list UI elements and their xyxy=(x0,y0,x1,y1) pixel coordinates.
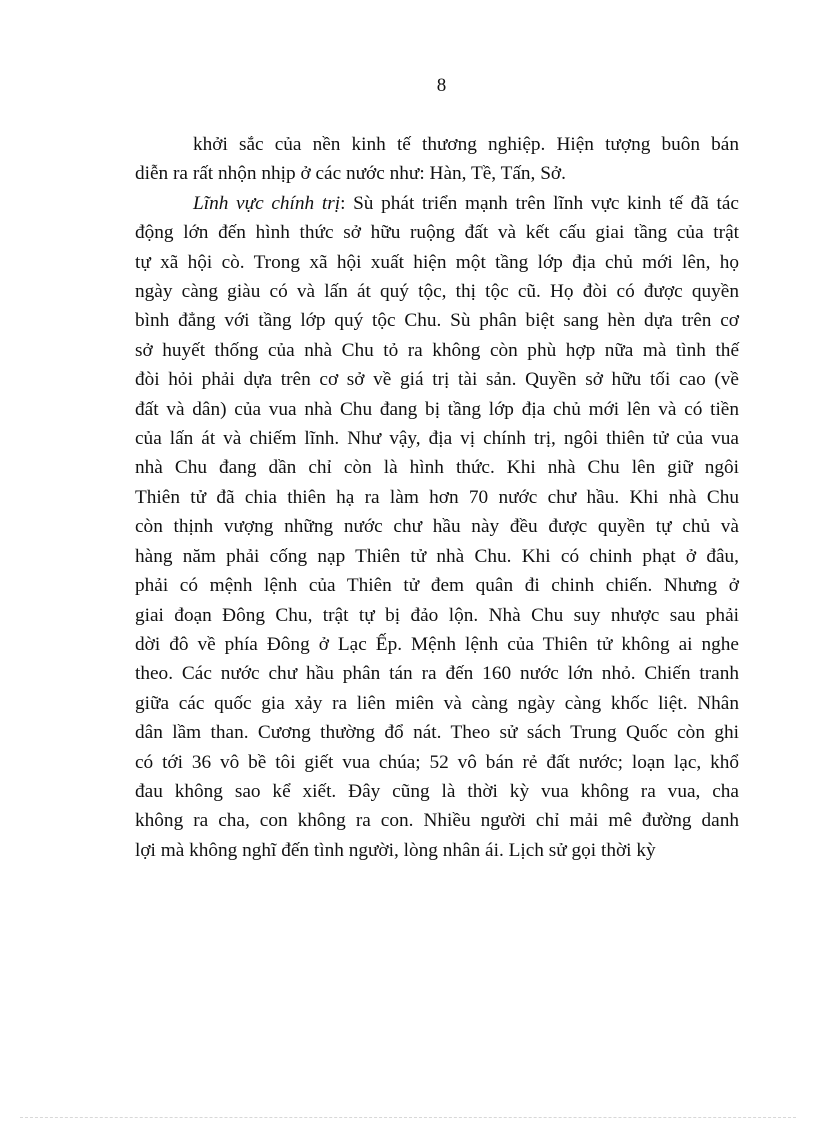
paragraph-2-line-3: tự xã hội cò. Trong xã hội xuất hiện một tầng lớp địa chủ mới lên, họ xyxy=(135,251,739,273)
paragraph-2-line-13: hàng năm phải cống nạp Thiên tử nhà Chu. Khi có chinh phạt ở đâu, xyxy=(135,545,739,567)
paragraph-2-line-18: giữa các quốc gia xảy ra liên miên và càng ngày càng khốc liệt. Nhân xyxy=(135,692,739,714)
paragraph-1-line-1: khởi sắc của nền kinh tế thương nghiệp. Hiện tượng buôn bán xyxy=(193,134,739,155)
paragraph-2-line-12: còn thịnh vượng những nước chư hầu này đều được quyền tự chủ và xyxy=(135,516,739,538)
paragraph-2-line-1 xyxy=(193,189,739,218)
paragraph-2-line-2: động lớn đến hình thức sở hữu ruộng đất và kết cấu giai tầng của trật xyxy=(135,222,739,244)
paragraph-2-line-19: dân lầm than. Cương thường đổ nát. Theo sử sách Trung Quốc còn ghi xyxy=(135,722,739,744)
paragraph-2-line-5: bình đẳng với tầng lớp quý tộc Chu. Sù phân biệt sang hèn dựa trên cơ xyxy=(135,310,739,332)
paragraph-1-line-2: diễn ra rất nhộn nhịp ở các nước như: Hàn, Tề, Tấn, Sở. xyxy=(135,163,566,185)
paragraph-2-line-20: có tới 36 vô bề tôi giết vua chúa; 52 vô bán rẻ đất nước; loạn lạc, khổ xyxy=(135,751,739,773)
paragraph-2-line-22: không ra cha, con không ra con. Nhiều người chỉ mải mê đường danh xyxy=(135,810,739,832)
paragraph-2-line-23: lợi mà không nghĩ đến tình người, lòng nhân ái. Lịch sử gọi thời kỳ xyxy=(135,839,656,861)
paragraph-2-line-4: ngày càng giàu có và lấn át quý tộc, thị tộc cũ. Họ đòi có được quyền xyxy=(135,281,739,303)
paragraph-2-line-7: đòi hỏi phải dựa trên cơ sở về giá trị tài sản. Quyền sở hữu tối cao (về xyxy=(135,369,739,391)
paragraph-2-line-16: dời đô về phía Đông ở Lạc Ếp. Mệnh lệnh của Thiên tử không ai nghe xyxy=(135,633,739,655)
paragraph-2-lead: Lĩnh vực chính trị xyxy=(193,192,341,214)
body-text xyxy=(135,130,739,865)
page-footer-rule xyxy=(20,1117,796,1118)
paragraph-2-line-14: phải có mệnh lệnh của Thiên tử đem quân đi chinh chiến. Nhưng ở xyxy=(135,575,739,597)
paragraph-2-line-10: nhà Chu đang dần chỉ còn là hình thức. Khi nhà Chu lên giữ ngôi xyxy=(135,457,739,479)
paragraph-2-line-8: đất và dân) của vua nhà Chu đang bị tầng lớp địa chủ mới lên và có tiền xyxy=(135,398,739,420)
paragraph-2-first-line-rest: : Sù phát triển mạnh trên lĩnh vực kinh tế đã tác xyxy=(340,192,739,214)
paragraph-2-line-17: theo. Các nước chư hầu phân tán ra đến 160 nước lớn nhỏ. Chiến tranh xyxy=(135,663,739,685)
paragraph-2-line-11: Thiên tử đã chia thiên hạ ra làm hơn 70 nước chư hầu. Khi nhà Chu xyxy=(135,486,739,508)
paragraph-2-line-21: đau không sao kể xiết. Đây cũng là thời kỳ vua không ra vua, cha xyxy=(135,780,739,802)
paragraph-2-line-9: của lấn át và chiếm lĩnh. Như vậy, địa vị chính trị, ngôi thiên tử của vua xyxy=(135,428,739,450)
paragraph-2-line-6: sở huyết thống của nhà Chu tỏ ra không còn phù hợp nữa mà tình thế xyxy=(135,339,739,361)
paragraph-2-line-15: giai đoạn Đông Chu, trật tự bị đảo lộn. Nhà Chu suy nhược sau phải xyxy=(135,604,739,626)
page-number: 8 xyxy=(436,75,447,96)
